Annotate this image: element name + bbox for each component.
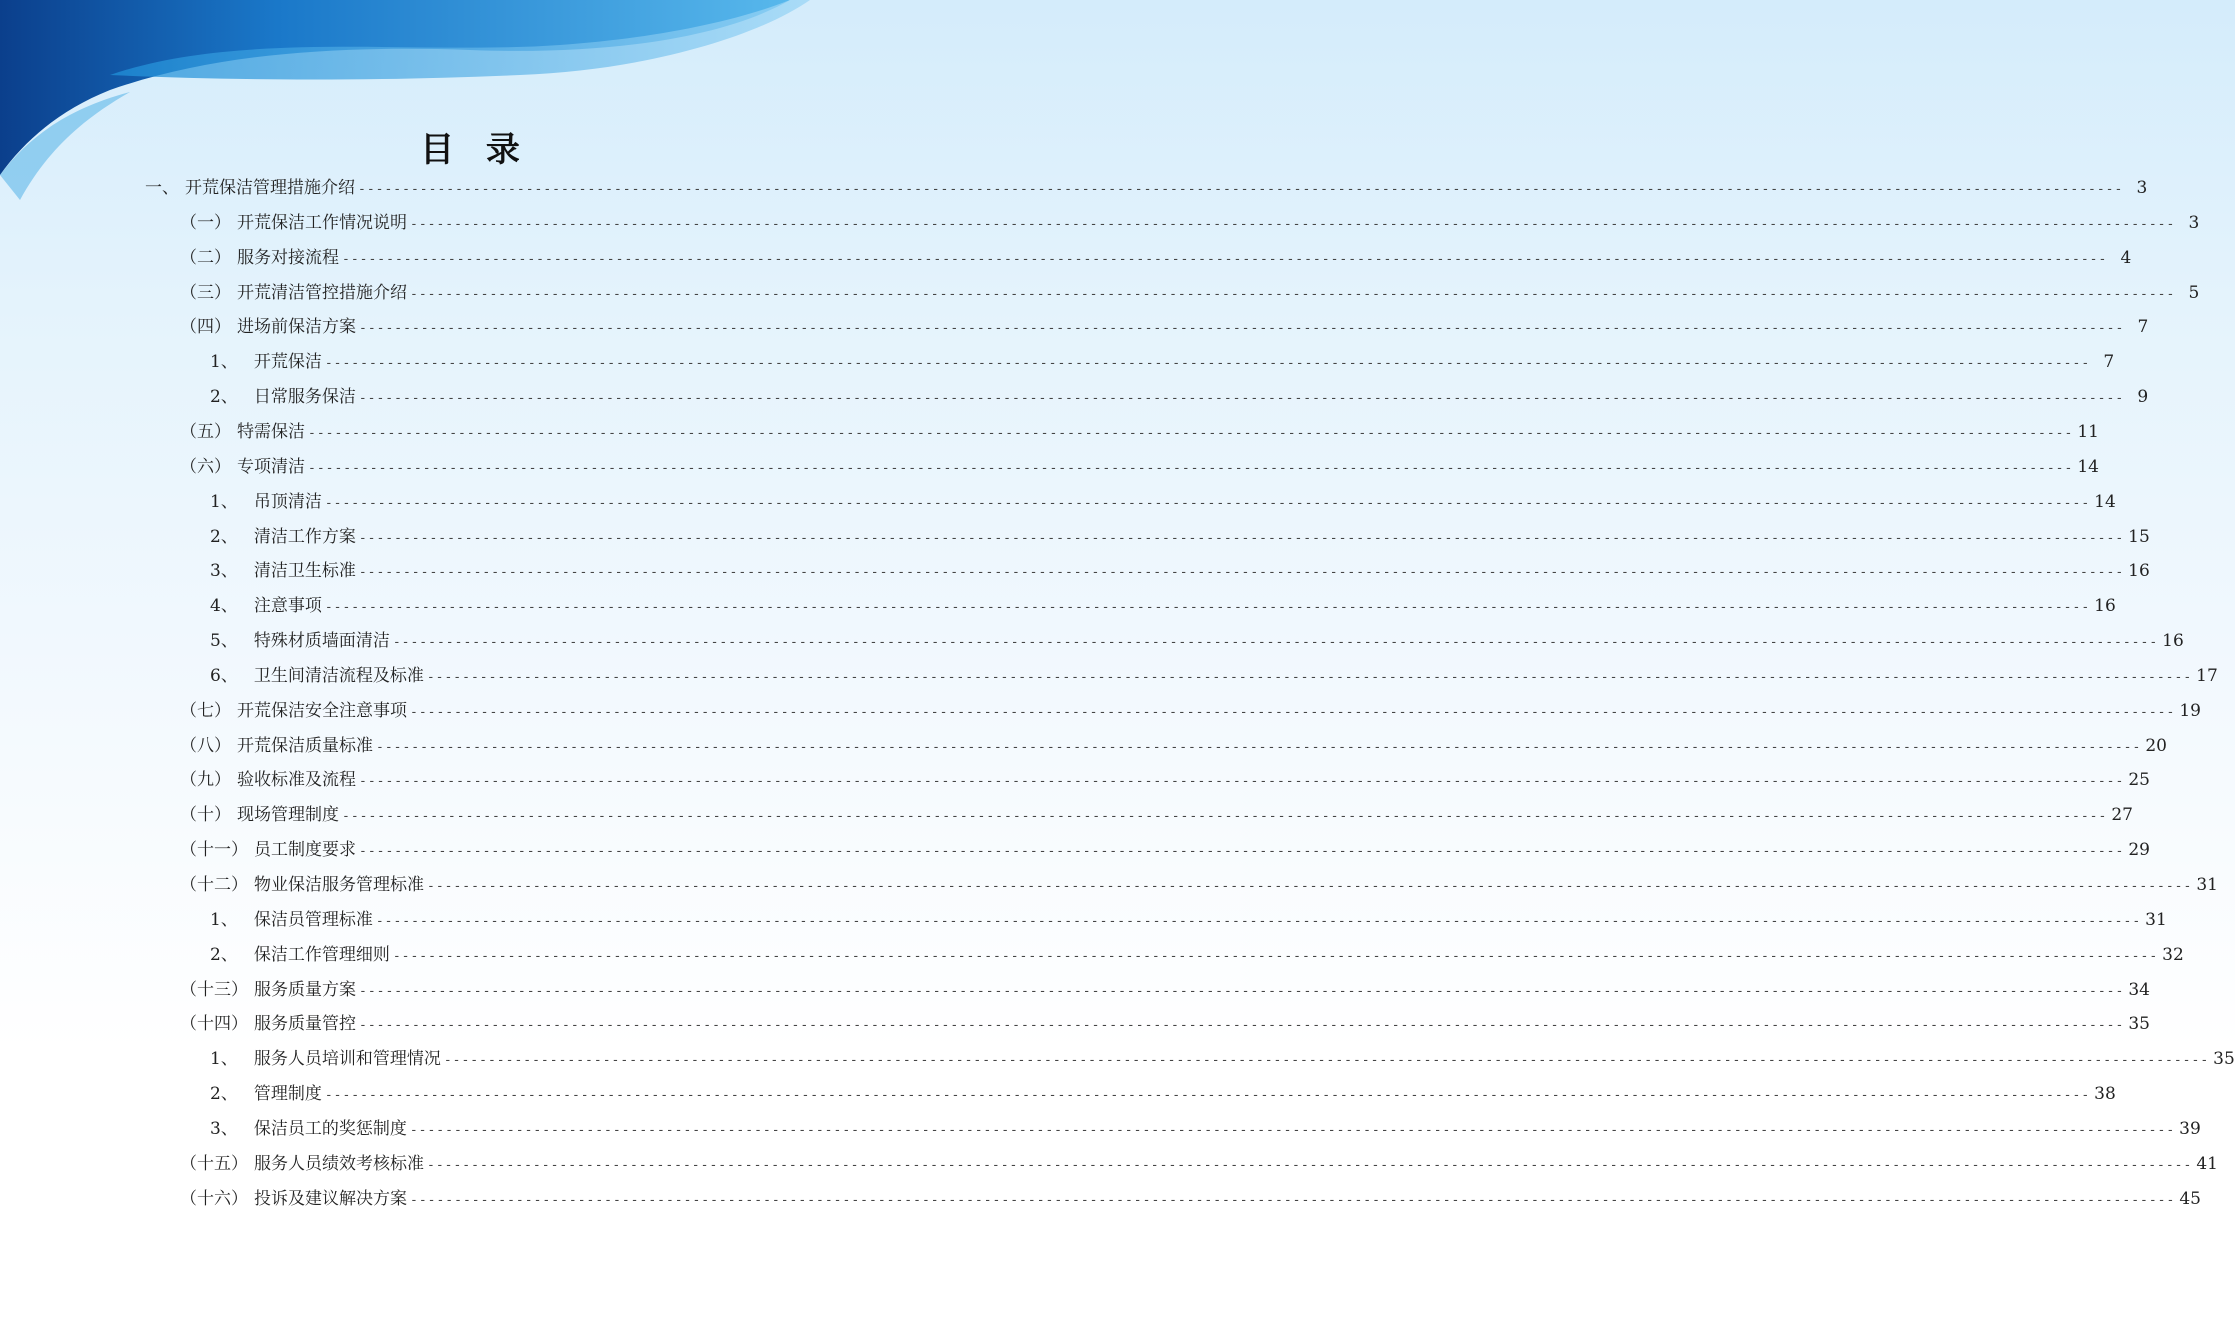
toc-dot-leader: -------------------------------------------------------------------------------------------------------------------------------------------------------------------------------------------------------- bbox=[427, 879, 2193, 894]
toc-entry-label: 进场前保洁方案 bbox=[237, 317, 356, 338]
toc-dot-leader: -------------------------------------------------------------------------------------------------------------------------------------------------------------------------------------------------------- bbox=[410, 1192, 2176, 1208]
toc-entry-number: 2、 bbox=[210, 387, 238, 408]
toc-page-number: 17 bbox=[2196, 665, 2218, 686]
toc-entry-number: 3、 bbox=[210, 561, 238, 582]
toc-entry-number: （十六） bbox=[180, 1188, 248, 1209]
toc-entry-number: （一） bbox=[180, 212, 231, 233]
toc-entry-label: 清洁卫生标准 bbox=[253, 561, 356, 582]
toc-dot-leader: -------------------------------------------------------------------------------------------------------------------------------------------------------------------------------------------------------- bbox=[308, 460, 2074, 476]
toc-page-number: 31 bbox=[2196, 875, 2218, 895]
toc-dot-leader: -------------------------------------------------------------------------------------------------------------------------------------------------------------------------------------------------------- bbox=[359, 983, 2125, 999]
toc-entry-number: （十四） bbox=[180, 1014, 248, 1035]
toc-dot-leader: -------------------------------------------------------------------------------------------------------------------------------------------------------------------------------------------------------- bbox=[427, 1157, 2193, 1173]
toc-page-number: 5 bbox=[2188, 282, 2200, 303]
toc-entry[interactable] bbox=[180, 278, 2200, 308]
toc-entry-label: 特需保洁 bbox=[237, 421, 305, 442]
toc-entry[interactable] bbox=[210, 626, 2184, 656]
toc-entry[interactable] bbox=[210, 661, 2218, 691]
toc-entry-number: （四） bbox=[180, 317, 231, 338]
toc-page-number: 27 bbox=[2111, 805, 2133, 826]
toc-entry-label: 清洁工作方案 bbox=[253, 526, 356, 547]
toc-page-number: 38 bbox=[2094, 1084, 2116, 1105]
toc-entry-label: 开荒保洁管理措施介绍 bbox=[185, 178, 355, 198]
toc-dot-leader: -------------------------------------------------------------------------------------------------------------------------------------------------------------------------------------------------------- bbox=[308, 425, 2074, 441]
toc-page-number: 14 bbox=[2094, 491, 2116, 512]
toc-page-number: 7 bbox=[2137, 317, 2149, 338]
toc-entry[interactable] bbox=[180, 870, 2218, 900]
toc-entry-number: 6、 bbox=[210, 665, 238, 686]
toc-entry-label: 开荒保洁工作情况说明 bbox=[237, 212, 407, 233]
toc-entry-number: 1、 bbox=[210, 1049, 238, 1070]
toc-dot-leader: -------------------------------------------------------------------------------------------------------------------------------------------------------------------------------------------------------- bbox=[392, 635, 2159, 651]
toc-page-number: 19 bbox=[2179, 700, 2201, 721]
toc-entry[interactable] bbox=[210, 1044, 2235, 1074]
toc-page-number: 16 bbox=[2128, 561, 2150, 582]
toc-entry-label: 管理制度 bbox=[253, 1084, 322, 1105]
toc-page-number: 25 bbox=[2128, 770, 2150, 791]
toc-dot-leader: -------------------------------------------------------------------------------------------------------------------------------------------------------------------------------------------------------- bbox=[342, 809, 2108, 825]
toc-entry[interactable] bbox=[210, 487, 2116, 517]
toc-dot-leader: -------------------------------------------------------------------------------------------------------------------------------------------------------------------------------------------------------- bbox=[410, 216, 2176, 232]
page-title: 目 录 bbox=[420, 130, 530, 170]
toc-dot-leader: -------------------------------------------------------------------------------------------------------------------------------------------------------------------------------------------------------- bbox=[324, 1088, 2091, 1104]
toc-entry-label: 特殊材质墙面清洁 bbox=[253, 631, 390, 652]
toc-entry-number: 1、 bbox=[210, 352, 238, 373]
toc-entry-label: 现场管理制度 bbox=[237, 805, 339, 826]
toc-dot-leader: -------------------------------------------------------------------------------------------------------------------------------------------------------------------------------------------------------- bbox=[324, 356, 2091, 372]
toc-page-number: 7 bbox=[2103, 352, 2115, 373]
toc-dot-leader: -------------------------------------------------------------------------------------------------------------------------------------------------------------------------------------------------------- bbox=[375, 913, 2142, 929]
toc-entry[interactable] bbox=[180, 208, 2200, 238]
toc-dot-leader: -------------------------------------------------------------------------------------------------------------------------------------------------------------------------------------------------------- bbox=[342, 251, 2108, 267]
toc-entry[interactable] bbox=[180, 975, 2150, 1005]
toc-entry[interactable] bbox=[180, 1009, 2150, 1039]
toc-entry-label: 保洁工作管理细则 bbox=[253, 944, 390, 965]
toc-entry[interactable] bbox=[180, 417, 2099, 447]
toc-entry[interactable] bbox=[180, 1149, 2218, 1179]
toc-entry[interactable] bbox=[210, 591, 2116, 621]
toc-entry-number: （十五） bbox=[180, 1153, 248, 1174]
toc-entry[interactable] bbox=[180, 243, 2132, 273]
toc-entry-label: 开荒保洁质量标准 bbox=[237, 735, 373, 756]
toc-page-number: 14 bbox=[2077, 456, 2099, 477]
toc-page-number: 31 bbox=[2145, 909, 2167, 930]
toc-entry[interactable] bbox=[180, 312, 2149, 342]
toc-entry-label: 卫生间清洁流程及标准 bbox=[253, 665, 424, 686]
toc-page-number: 41 bbox=[2196, 1153, 2218, 1174]
toc-page-number: 4 bbox=[2120, 247, 2132, 268]
toc-entry-number: （三） bbox=[180, 282, 231, 303]
toc-entry[interactable] bbox=[145, 173, 2148, 203]
toc-entry[interactable] bbox=[180, 800, 2133, 830]
toc-entry-number: 4、 bbox=[210, 596, 238, 617]
toc-dot-leader: -------------------------------------------------------------------------------------------------------------------------------------------------------------------------------------------------------- bbox=[410, 704, 2176, 720]
toc-page-number: 29 bbox=[2128, 840, 2150, 861]
toc-dot-leader: -------------------------------------------------------------------------------------------------------------------------------------------------------------------------------------------------------- bbox=[410, 286, 2176, 302]
toc-entry-number: 3、 bbox=[210, 1118, 238, 1139]
toc-entry-label: 员工制度要求 bbox=[254, 840, 356, 861]
toc-entry-number: （二） bbox=[180, 247, 231, 268]
toc-page-number: 16 bbox=[2094, 596, 2116, 617]
toc-entry[interactable] bbox=[210, 522, 2150, 552]
toc-entry-label: 吊顶清洁 bbox=[253, 491, 322, 512]
toc-entry-label: 日常服务保洁 bbox=[253, 387, 356, 408]
toc-entry-label: 保洁员管理标准 bbox=[253, 909, 373, 930]
toc-entry[interactable] bbox=[180, 452, 2099, 482]
toc-entry-number: （七） bbox=[180, 700, 231, 721]
toc-entry[interactable] bbox=[210, 940, 2184, 970]
toc-page-number: 16 bbox=[2162, 631, 2184, 652]
toc-entry-label: 服务人员培训和管理情况 bbox=[253, 1049, 441, 1070]
toc-entry[interactable] bbox=[210, 905, 2167, 935]
toc-entry-label: 服务质量方案 bbox=[254, 979, 356, 1000]
toc-page-number: 39 bbox=[2179, 1118, 2201, 1139]
toc-page-number: 45 bbox=[2179, 1188, 2201, 1209]
toc-entry-label: 开荒保洁 bbox=[253, 352, 322, 373]
toc-entry-number: 一、 bbox=[145, 178, 179, 198]
toc-entry-label: 服务人员绩效考核标准 bbox=[254, 1153, 424, 1174]
toc-entry[interactable] bbox=[180, 835, 2150, 865]
toc-dot-leader: -------------------------------------------------------------------------------------------------------------------------------------------------------------------------------------------------------- bbox=[359, 774, 2125, 790]
toc-dot-leader: -------------------------------------------------------------------------------------------------------------------------------------------------------------------------------------------------------- bbox=[324, 600, 2091, 616]
toc-entry-label: 服务质量管控 bbox=[254, 1014, 356, 1035]
toc-entry-label: 注意事项 bbox=[253, 596, 322, 617]
toc-dot-leader: -------------------------------------------------------------------------------------------------------------------------------------------------------------------------------------------------------- bbox=[358, 391, 2125, 407]
toc-entry-label: 投诉及建议解决方案 bbox=[254, 1188, 407, 1209]
toc-entry-number: 2、 bbox=[210, 526, 238, 547]
toc-entry-number: 2、 bbox=[210, 1084, 238, 1105]
toc-entry-label: 保洁员工的奖惩制度 bbox=[253, 1118, 407, 1139]
toc-page-number: 20 bbox=[2145, 735, 2167, 756]
toc-page-number: 35 bbox=[2128, 1014, 2150, 1035]
toc-entry-label: 服务对接流程 bbox=[237, 247, 339, 268]
toc-dot-leader: -------------------------------------------------------------------------------------------------------------------------------------------------------------------------------------------------------- bbox=[359, 844, 2125, 860]
toc-dot-leader: -------------------------------------------------------------------------------------------------------------------------------------------------------------------------------------------------------- bbox=[358, 565, 2125, 581]
toc-entry[interactable] bbox=[210, 1079, 2116, 1109]
toc-entry[interactable] bbox=[180, 765, 2150, 795]
toc-entry-number: （六） bbox=[180, 456, 231, 477]
toc-entry-number: （十二） bbox=[180, 875, 248, 895]
toc-entry-label: 开荒清洁管控措施介绍 bbox=[237, 282, 407, 303]
toc-page-number: 15 bbox=[2128, 526, 2150, 547]
toc-entry[interactable] bbox=[210, 556, 2150, 586]
toc-dot-leader: -------------------------------------------------------------------------------------------------------------------------------------------------------------------------------------------------------- bbox=[376, 739, 2142, 755]
toc-dot-leader: -------------------------------------------------------------------------------------------------------------------------------------------------------------------------------------------------------- bbox=[359, 321, 2125, 337]
toc-entry[interactable] bbox=[210, 1114, 2201, 1144]
toc-dot-leader: -------------------------------------------------------------------------------------------------------------------------------------------------------------------------------------------------------- bbox=[426, 669, 2193, 685]
toc-dot-leader: -------------------------------------------------------------------------------------------------------------------------------------------------------------------------------------------------------- bbox=[409, 1122, 2176, 1138]
toc-entry-label: 物业保洁服务管理标准 bbox=[254, 875, 424, 895]
toc-entry[interactable] bbox=[210, 382, 2149, 412]
toc-dot-leader: -------------------------------------------------------------------------------------------------------------------------------------------------------------------------------------------------------- bbox=[358, 182, 2124, 197]
toc-entry-number: 2、 bbox=[210, 944, 238, 965]
toc-entry-number: （五） bbox=[180, 421, 231, 442]
toc-dot-leader: -------------------------------------------------------------------------------------------------------------------------------------------------------------------------------------------------------- bbox=[358, 530, 2125, 546]
toc-entry-number: （十三） bbox=[180, 979, 248, 1000]
toc-page-number: 9 bbox=[2137, 387, 2149, 408]
toc-entry[interactable] bbox=[210, 347, 2115, 377]
toc-entry[interactable] bbox=[180, 1184, 2201, 1214]
toc-entry-number: （十一） bbox=[180, 840, 248, 861]
toc-page-number: 3 bbox=[2136, 178, 2148, 198]
toc-entry[interactable] bbox=[180, 696, 2201, 726]
toc-page-number: 32 bbox=[2162, 944, 2184, 965]
toc-entry-number: （十） bbox=[180, 805, 231, 826]
toc-entry-number: 1、 bbox=[210, 909, 238, 930]
toc-entry-label: 验收标准及流程 bbox=[237, 770, 356, 791]
toc-page-number: 11 bbox=[2077, 421, 2099, 442]
toc-page-number: 34 bbox=[2128, 979, 2150, 1000]
toc-page-number: 3 bbox=[2188, 212, 2200, 233]
toc-dot-leader: -------------------------------------------------------------------------------------------------------------------------------------------------------------------------------------------------------- bbox=[443, 1053, 2210, 1069]
toc-entry-label: 专项清洁 bbox=[237, 456, 305, 477]
toc-page-number: 35 bbox=[2213, 1049, 2235, 1070]
toc-entry-number: 5、 bbox=[210, 631, 238, 652]
toc-dot-leader: -------------------------------------------------------------------------------------------------------------------------------------------------------------------------------------------------------- bbox=[392, 948, 2159, 964]
toc-entry[interactable] bbox=[180, 731, 2167, 761]
toc-entry-number: 1、 bbox=[210, 491, 238, 512]
toc-dot-leader: -------------------------------------------------------------------------------------------------------------------------------------------------------------------------------------------------------- bbox=[324, 495, 2091, 511]
toc-entry-label: 开荒保洁安全注意事项 bbox=[237, 700, 407, 721]
toc-dot-leader: -------------------------------------------------------------------------------------------------------------------------------------------------------------------------------------------------------- bbox=[359, 1018, 2125, 1034]
toc-entry-number: （九） bbox=[180, 770, 231, 791]
toc-entry-number: （八） bbox=[180, 735, 231, 756]
